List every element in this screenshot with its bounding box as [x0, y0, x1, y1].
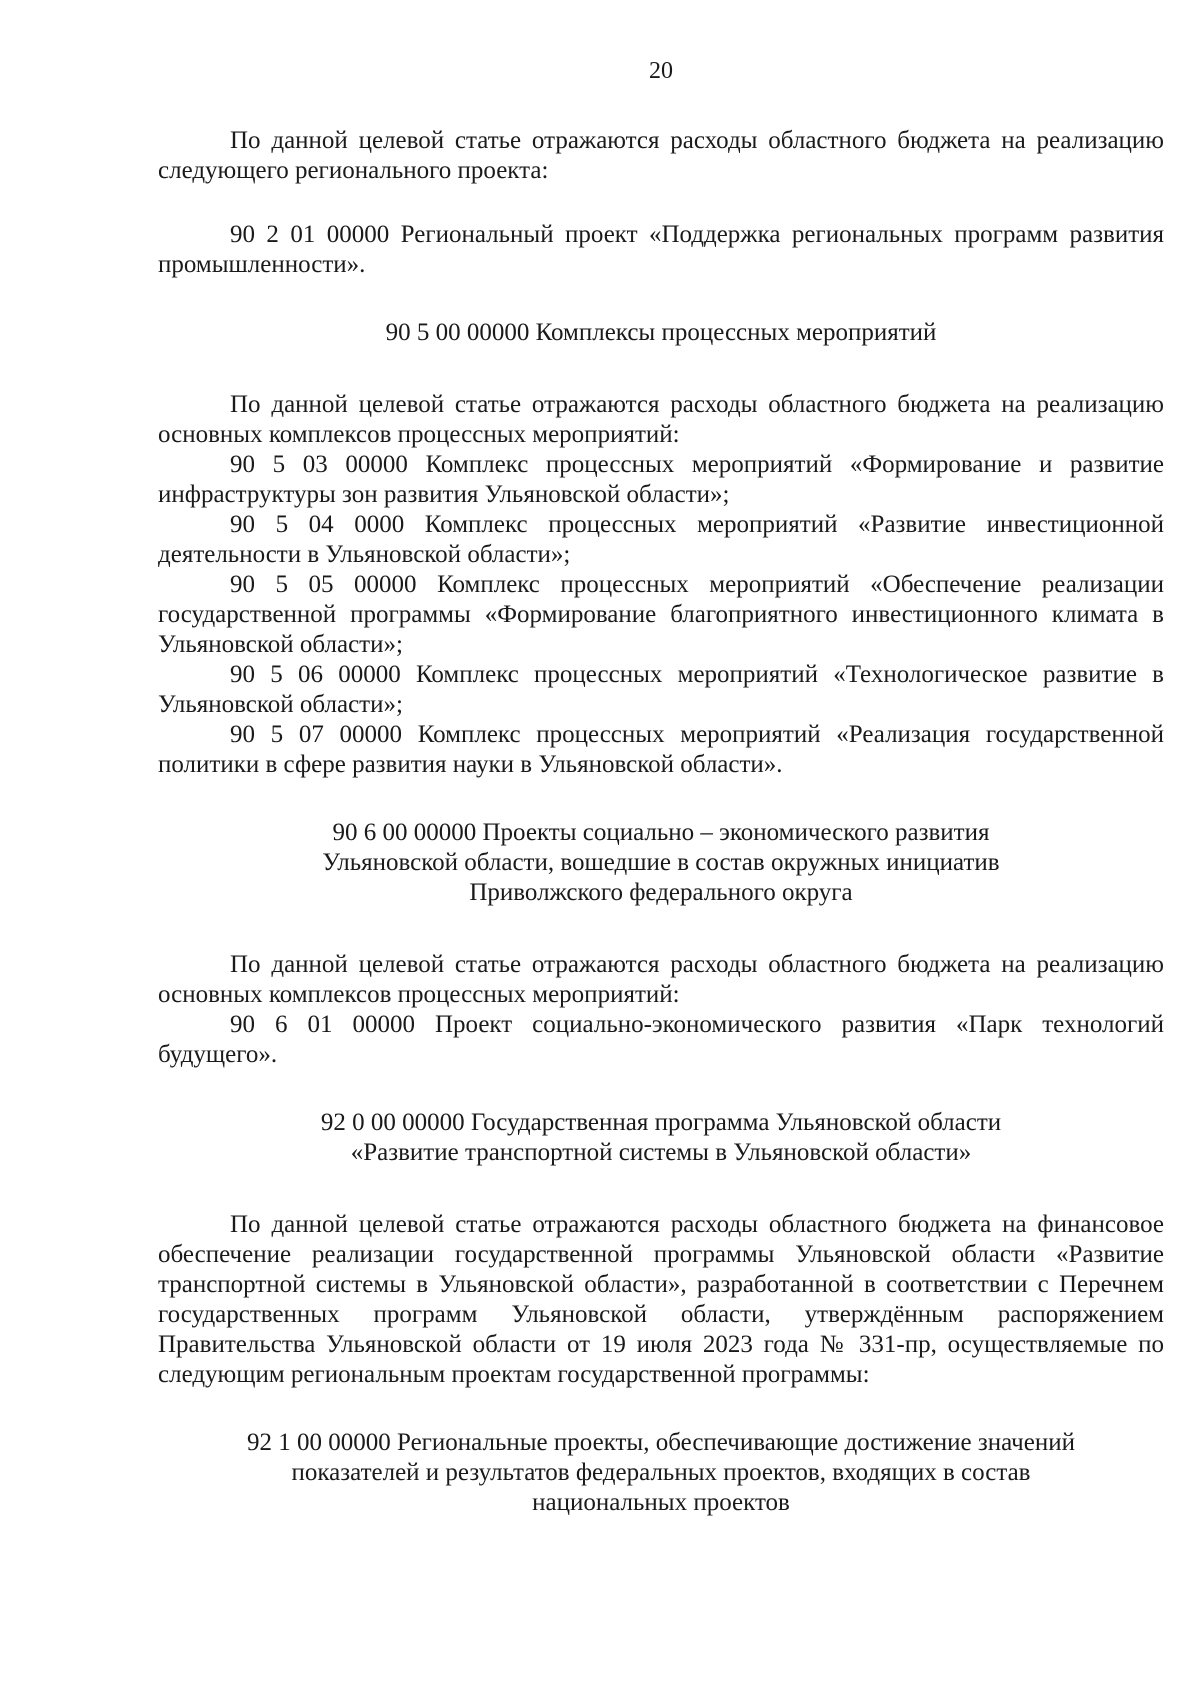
list-item: 90 5 03 00000 Комплекс процессных мероприятий «Формирование и развитие инфраструктуры зон развития Ульяновской области»; — [158, 451, 1164, 508]
list-item: 90 5 04 0000 Комплекс процессных мероприятий «Развитие инвестиционной деятельности в Ульяновской области»; — [158, 511, 1164, 568]
heading-line: 92 0 00 00000 Государственная программа Ульяновской области — [320, 1109, 1002, 1136]
list-item: 90 5 07 00000 Комплекс процессных мероприятий «Реализация государственной политики в сфере развития науки в Ульяновской области». — [158, 721, 1164, 778]
list-item: 90 5 06 00000 Комплекс процессных мероприятий «Технологическое развитие в Ульяновской области»; — [158, 661, 1164, 718]
paragraph: 90 2 01 00000 Региональный проект «Поддержка региональных программ развития промышленности». — [158, 221, 1164, 278]
heading-line: «Развитие транспортной системы в Ульяновской области» — [350, 1139, 972, 1166]
heading-line: 90 6 00 00000 Проекты социально – экономического развития — [332, 819, 990, 846]
list-item: 90 6 01 00000 Проект социально-экономического развития «Парк технологий будущего». — [158, 1011, 1164, 1068]
heading-line: национальных проектов — [532, 1489, 790, 1516]
heading-line: 92 1 00 00000 Региональные проекты, обеспечивающие достижение значений — [247, 1429, 1075, 1456]
section-heading: 90 5 00 00000 Комплексы процессных мероприятий — [385, 319, 937, 346]
heading-line: Ульяновской области, вошедшие в состав окружных инициатив — [322, 849, 1000, 876]
paragraph: По данной целевой статье отражаются расходы областного бюджета на реализацию основных комплексов процессных мероприятий: — [158, 391, 1164, 448]
section-heading — [158, 1428, 1164, 1518]
section-heading — [158, 1108, 1164, 1168]
document-body — [158, 126, 1164, 1518]
page-number: 20 — [649, 58, 673, 84]
paragraph: По данной целевой статье отражаются расходы областного бюджета на реализацию основных комплексов процессных мероприятий: — [158, 951, 1164, 1008]
paragraph: По данной целевой статье отражаются расходы областного бюджета на реализацию следующего регионального проекта: — [158, 127, 1164, 184]
list-item: 90 5 05 00000 Комплекс процессных мероприятий «Обеспечение реализации государственной программы «Формирование благоприятного инвестиционного климата в Ульяновской области»; — [158, 571, 1164, 658]
paragraph: По данной целевой статье отражаются расходы областного бюджета на финансовое обеспечение реализации государственной программы Ульяновской области «Развитие транспортной системы в Ульяновской области», разработанной в соответствии с Перечнем государственных программ Ульяновской области, утверждённым распоряжением Правительства Ульяновской области от 19 июля 2023 года № 331-пр, осуществляемые по следующим региональным проектам государственной программы: — [158, 1211, 1164, 1388]
heading-line: показателей и результатов федеральных проектов, входящих в состав — [291, 1459, 1031, 1486]
heading-line: Приволжского федерального округа — [469, 879, 853, 906]
section-heading — [158, 818, 1164, 908]
